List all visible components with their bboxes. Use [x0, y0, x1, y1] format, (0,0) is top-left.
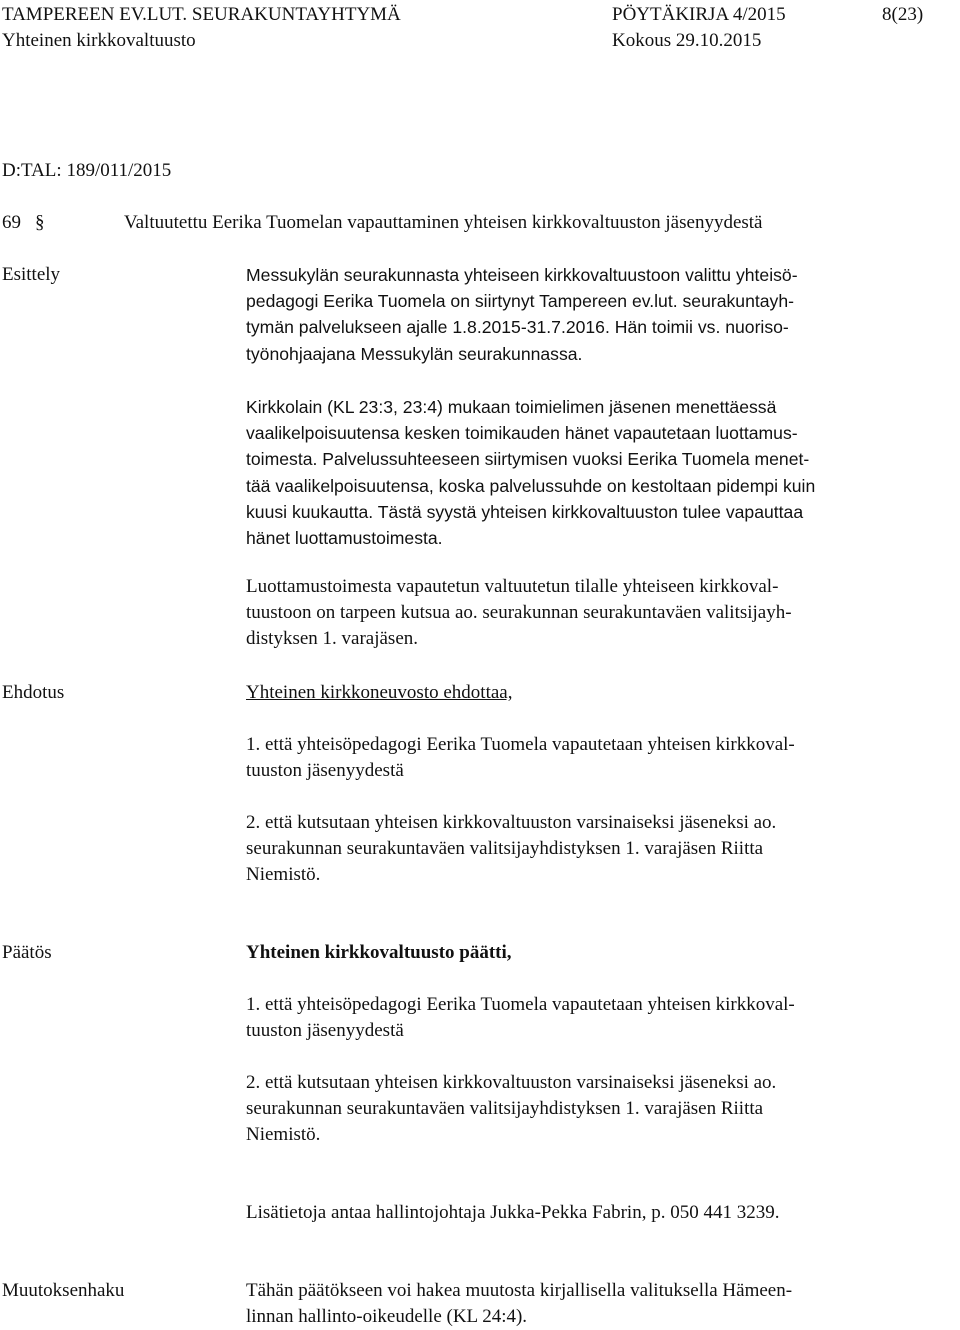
- text-line: tuuston jäsenyydestä: [246, 760, 404, 782]
- text-line: vaalikelpoisuutensa kesken toimikauden hänet vapautetaan luottamus-: [246, 423, 798, 444]
- section-symbol: §: [35, 212, 45, 233]
- text-line: tuustoon on tarpeen kutsua ao. seurakunnan seurakuntaväen valitsijayh-: [246, 602, 792, 624]
- item-title: Valtuutettu Eerika Tuomelan vapauttaminen yhteisen kirkkovaltuuston jäsenyydestä: [124, 212, 763, 233]
- text-line: Luottamustoimesta vapautetun valtuutetun tilalle yhteiseen kirkkoval-: [246, 576, 779, 597]
- text-line: linnan hallinto-oikeudelle (KL 24:4).: [246, 1306, 528, 1328]
- text-line: hänet luottamustoimesta.: [246, 528, 443, 549]
- text-line: seurakunnan seurakuntaväen valitsijayhdistyksen 1. varajäsen Riitta: [246, 838, 764, 860]
- header-body-name: Yhteinen kirkkovaltuusto: [2, 30, 196, 51]
- section-label-paatos: Päätös: [2, 942, 52, 963]
- text-line: seurakunnan seurakuntaväen valitsijayhdistyksen 1. varajäsen Riitta: [246, 1098, 764, 1120]
- text-line: 1. että yhteisöpedagogi Eerika Tuomela vapautetaan yhteisen kirkkoval-: [246, 994, 795, 1015]
- paatos-heading: Yhteinen kirkkovaltuusto päätti,: [246, 942, 512, 963]
- text-line: Messukylän seurakunnasta yhteiseen kirkkovaltuustoon valittu yhteisö-: [246, 265, 798, 285]
- text-line: pedagogi Eerika Tuomela on siirtynyt Tampereen ev.lut. seurakuntayh-: [246, 291, 794, 312]
- item-number-row: [2, 212, 48, 234]
- text-line: tää vaalikelpoisuutensa, koska palvelussuhde on kestoltaan pidempi kuin: [246, 475, 816, 496]
- text-line: tymän palvelukseen ajalle 1.8.2015-31.7.2016. Hän toimii vs. nuoriso-: [246, 317, 789, 338]
- text-line: Tähän päätökseen voi hakea muutosta kirjallisella valituksella Hämeen-: [246, 1280, 793, 1301]
- text-line: toimesta. Palvelussuhteeseen siirtymisen vuoksi Eerika Tuomela menet-: [246, 449, 810, 470]
- ehdotus-heading: Yhteinen kirkkoneuvosto ehdottaa,: [246, 682, 513, 703]
- esittely-paragraph-3: [246, 574, 946, 653]
- esittely-paragraph-1: [246, 262, 946, 367]
- text-line: Kirkkolain (KL 23:3, 23:4) mukaan toimielimen jäsenen menettäessä: [246, 397, 777, 417]
- text-line: Niemistö.: [246, 1124, 321, 1146]
- text-line: kuusi kuukautta. Tästä syystä yhteisen kirkkovaltuuston tulee vapauttaa: [246, 501, 804, 522]
- text-line: 2. että kutsutaan yhteisen kirkkovaltuuston varsinaiseksi jäseneksi ao.: [246, 812, 777, 833]
- esittely-paragraph-2: [246, 394, 946, 551]
- text-line: distyksen 1. varajäsen.: [246, 628, 419, 650]
- header-page-number: 8(23): [882, 4, 924, 25]
- header-org: TAMPEREEN EV.LUT. SEURAKUNTAYHTYMÄ: [2, 4, 401, 25]
- muutoksenhaku-text: [246, 1278, 946, 1330]
- ehdotus-item-2: [246, 810, 946, 889]
- header-meeting: Kokous 29.10.2015: [612, 30, 762, 51]
- text-line: työnohjaajana Messukylän seurakunnassa.: [246, 343, 583, 364]
- document-reference: D:TAL: 189/011/2015: [2, 160, 172, 181]
- section-label-ehdotus: Ehdotus: [2, 682, 65, 703]
- ehdotus-item-1: [246, 732, 946, 784]
- text-line: Niemistö.: [246, 864, 321, 886]
- section-label-esittely: Esittely: [2, 264, 61, 285]
- text-line: 2. että kutsutaan yhteisen kirkkovaltuuston varsinaiseksi jäseneksi ao.: [246, 1072, 777, 1093]
- text-line: 1. että yhteisöpedagogi Eerika Tuomela vapautetaan yhteisen kirkkoval-: [246, 734, 795, 755]
- paatos-info: Lisätietoja antaa hallintojohtaja Jukka-Pekka Fabrin, p. 050 441 3239.: [246, 1202, 780, 1223]
- item-number: 69: [2, 212, 21, 233]
- section-label-muutoksenhaku: Muutoksenhaku: [2, 1280, 125, 1301]
- paatos-item-1: [246, 992, 946, 1044]
- paatos-item-2: [246, 1070, 946, 1149]
- text-line: tuuston jäsenyydestä: [246, 1020, 404, 1042]
- header-doc-type: PÖYTÄKIRJA 4/2015: [612, 4, 786, 25]
